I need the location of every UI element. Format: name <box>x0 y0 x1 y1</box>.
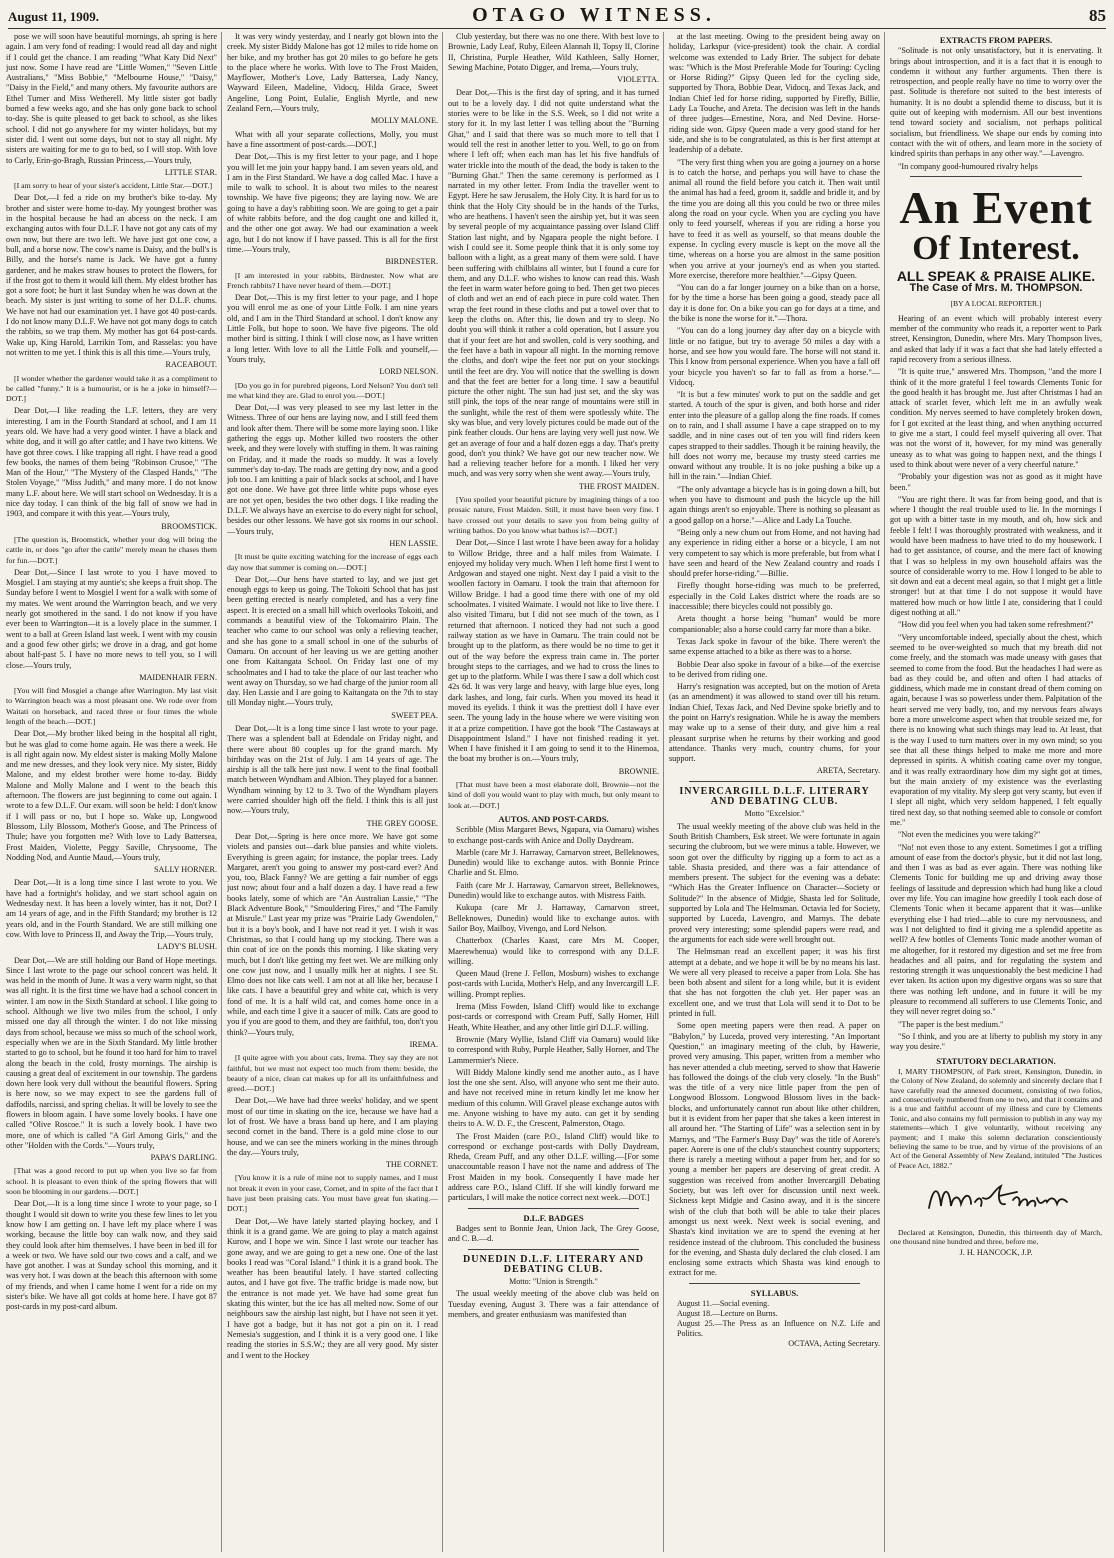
pen-name-signature: THE CORNET. <box>385 1160 438 1170</box>
pen-name-signature: BROWNIE. <box>618 766 659 776</box>
pen-name-signature: MOLLY MALONE. <box>370 116 438 126</box>
ad-paragraph: "The paper is the best medium." <box>898 1019 1004 1029</box>
section-subheading: AUTOS. AND POST-CARDS. <box>498 813 609 824</box>
editor-note: [That must have been a most elaborate doll, Brownie—not the kind of doll you would want to play with much, but only meant to look at.—DOT.] <box>448 780 659 810</box>
letter-paragraph: Dear Dot,—I fed a ride on my brother's bike to-day. My brother and sister were home to-day. My youngest brother was in the hospital because he had an abcess on the neck. I am exchanging autos with four D.L.F. I have not got any cats of my own now, but there are two left. We have just got one cow, a bull, and a horse now. The cow's name is Daisy, and the bull's is Billy, and the horse's name is Jack. We have got a funny gardener, and he makes straw houses to protect the flowers, for if the frost got to them it would kill them. My eldest brother has got a sore foot; he hurt it last Sunday when he was down at the beach. My sister is just writing to some of her D.L.F. chums. We have not had our examination yet. I have got 40 post-cards. I do not know many D.L.F. We have not got many dogs to catch the rabbits, so we trap them. My mother has got 64 post-cards. Wake up, King Harold, Larrikin Tom, and Rasselas: you have not written to me yet. I think this is all this time.—Yours truly, <box>6 193 217 357</box>
letter-paragraph: Marble (care Mr J. Harraway, Carnarvon street, Belleknowes, Dunedin) would like to exchange autos. with Bonnie Prince Charlie and St. Elmo. <box>448 847 659 878</box>
letter-paragraph: Dear Dot,—We are still holding our Band of Hope meetings. Since I last wrote to the page our school concert was held. It was held in the month of June. It was a very warm night, so that was all right. It is the first time we have had a school concert in winter. I am now in the Sixth Standard at school. I like going to school. Although we live two miles from the school, I only missed one day all through the winter. I do not like missing days from school, because we miss so much of the school work, especially when we are in the Sixth Standard. My little brother started to go to school, but he found it too hard for him to travel along the beach in the cold, frosty mornings. The airship is causing a great deal of excitement in our township. The gardens down here look very dull without the beautiful flowers. Spring is here now, so we may expect to see the gardens full of daffodils, narcissi, and spring chelias. It will be lovely to see the flowers in bloom again. I have some lovely books. I have one called "Olive Roscoe." It is such a lovely book. I have two more, one of which is called "A Girl Among Girls," and the other "Holden with the Cords."—Yours truly, <box>6 955 217 1150</box>
letter-paragraph: Club yesterday, but there was no one there. With best love to Brownie, Lady Leaf, Ruby, Eileen Alannah II, Topsy II, Clorine II, Christina, Purple Heather, Wild Kathleen, Sally Horner, Sewing Machine, Potato Digger, and Irema,—Yours truly, <box>448 32 659 72</box>
letter-paragraph: Brownie (Mary Wyllie, Island Cliff via Oamaru) would like to correspond with Ruby, Purple Heather, Sally Horner, and The Lammermier's Niece. <box>448 1034 659 1065</box>
pen-name-signature: BIRDNESTER. <box>385 257 438 267</box>
editor-note: [I quite agree with you about cats, Irema. They say they are not faithful, but we must not expect too much from them: beside, the beauty of a nice, clean cat makes up for all its unfaithfulness and greed.—DOT.] <box>227 1053 438 1094</box>
column-5 <box>890 32 1106 1552</box>
letter-paragraph: Firefly thought horse-riding was much to be preferred, especially in the Cold Lakes district where the roads are so inaccessible; there bicycles could not possibly go. <box>669 581 880 612</box>
pen-name-signature: PAPA'S DARLING. <box>150 1153 217 1163</box>
pen-name-signature: THE FROST MAIDEN. <box>578 481 659 491</box>
handwritten-signature <box>890 1178 1102 1221</box>
column-3 <box>448 32 664 1552</box>
letter-paragraph: Dear Dot,—Since I last wrote to you I have moved to Mosgiel. I am staying at my auntie's; she keeps a fruit shop. The Sunday before I went to Mosgiel I went for a walk with some of my mates. We went around the Warrington beach, and we very nearly got smothered in the sand. I do not know if you have ever been to Warrington—it is a lovely place in the summer. I went to a ball at Green Island last week. I went with my cousin and a good few other girls; we drove in a drag, and got home about half-past 5. I have no more news to tell you, so I will close.—Yours truly, <box>6 567 217 670</box>
divider <box>689 781 860 782</box>
letter-paragraph: The Helmsman read an excellent paper; it was his first attempt at a debate, and we hope it will be by no means his last. We were all very pleased to receive a paper from Lola. She has been both absent and silent for a long while, but it is evident that she has not forgotten the club yet. Her paper was an excellent one, and we trust that Lola will send it to Dot to be printed in full. <box>669 947 880 1019</box>
editor-note: [You spoiled your beautiful picture by imagining things of a too prosaic nature, Frost Maiden. Still, it must have been very fine. I have crossed out your details to save you from being guilty of writing bathos. Do you know what bathos is?—DOT.] <box>448 495 659 535</box>
letter-paragraph: Some open meeting papers were then read. A paper on "Babylon," by Luceda, proved very interesting. "An Important Question," an imaginary meeting of the club, by Hawerie, proved very amusing. This paper, written from a member who has never attended a club meeting, served to show that Hawerie has followed the doings of the club very closely. "In the Bush" was the title of a very nice little paper from the pen of Longwood Blossom. Longwood Blossom lives in the back-blocks, and unfortunately cannot run about like other children, but it is evident from her paper that she takes a keen interest in all around her. "The Starting of Life" was a selection sent in by Marnys, and "The Farmer's Busy Day" was the title of Aorere's paper. Aorere is one of the club's staunchest country supporters; there is rarely a meeting without a paper from her, and for so young a member her papers are deserving of great credit. A suggestion was received from another Invercargill Debating Society, but was left over for discussion until next week. Sickness kept Midgie and Casino away, and it is the sincere wish of the club that both will be able to take their places amongst us next week. Next week is social evening, and Shasta's kind invitation we are to spend the evening at her residence instead of the clubroom. This concluded the business for the evening, and Shasta duly declared the club closed. I am enclosing some extracts which Shasta was kind enough to extract for me. <box>669 1021 880 1278</box>
pen-name-signature: SALLY HORNER. <box>153 865 217 875</box>
letter-paragraph: Dear Dot,—This is my first letter to your page, and I hope you will let me join your happy band. I am seven years old, and I am in the First Standard. We have a dog called Mac. I have a mile to walk to school. It is about two miles to the nearest township. We have five pigeons; they are laying now. We are going to have a day's rabbiting soon. We are going to get a pair of white rabbits before, and the dog caught one and killed it, and the other one got away. We had our examination a week ago, but I do not know if I have passed. This is all for the first time.—Yours truly, <box>227 152 438 254</box>
letter-paragraph: Areta thought a horse being "human" would be more companionable; also a horse could carry far more than a bike. <box>669 614 880 634</box>
ad-case-title: The Case of Mrs. M. THOMPSON. <box>909 282 1083 295</box>
letter-paragraph: Kukupa (care Mr J. Harraway, Carnarvon street, Belleknowes, Dunedin) would like to exchange autos. with Sailor Boy, Mailboy, Vivengo, and Lord Nelson. <box>448 903 659 933</box>
section-subheading: SYLLABUS. <box>750 1287 799 1298</box>
ad-paragraph: "How did you feel when you had taken some refreshment?" <box>898 620 1094 630</box>
letter-paragraph: "It is but a few minutes' work to put on the saddle and get started. A touch of the spur is given, and both horse and rider enter into the pleasure of a gallop along the fine roads. If comes on to rain, and I shall assume I have a cape strapped on to my saddle, and in nine cases out of ten you will find riders keen capes strapped to their saddles. Though it be raining heavily, the hill does not worry me, because my trusty steed carries me onward without any trouble. It is no joke pushing a bike up a hill in the rain."—Indian Chief. <box>669 390 880 482</box>
ad-paragraph: Hearing of an event which will probably interest every member of the community who reads it, a reporter went to Park street, Kensington, Dunedin, where Mrs. Mary Thompson lives, and asked that lady if it was a fact that she had lately effected a rapid recovery from a serious illness. <box>890 313 1102 364</box>
section-subheading: D.L.F. BADGES <box>523 1212 584 1223</box>
letter-paragraph: at the last meeting. Owing to the president being away on holiday, Larkspur (vice-president) took the chair. A cordial welcome was extended to Lady Brier. The subject for debate was: "Which is the Most Preferable Mode for Touring: Cycling or Horse Riding?" Gipsy Queen led for the cycling side, supported by Thora, Bobbie Dear, Vidocq, and Texas Jack, and Indian Chief led for horse riding, supported by Firefly, Billie, Lady La Touche, and Areta. The decision was left in the hands of three judges—Ernestine, Nora, and Ned Devine. Horse-riding side won. Gipsy Queen made a very good stand for her side, and she is to be congratulated, as this is her first attempt at leadership of a debate. <box>669 32 880 155</box>
letter-paragraph: Dear Dot,—Since I last wrote I have been away for a holiday to Willow Bridge, three and a half miles from Waimate. I enjoyed my holiday very much. When I left home first I went to Ardgowan and stayed one night. Next day I paid a visit to the woollen factory in Oamaru. I took the train that afternoon for Willow Bridge. I had a good time there with one of my old schoolmates. I visited Waimate. I would not like to live there. I also visited Timaru, but I did not see much of the town, as I returned that afternoon. I noticed they had not such a good railway station as we have in Oamaru. The train could not be brought up to the platform, as there would be no time to get it out of the way before the express train came in. The porter brought steps to the carriages, and we had to cross the lines to get up to the platform. While I was there I saw a doll which cost 42s 6d. It was very large and heavy, with large blue eyes, long dark lashes, and long, fair curls. When you moved its head it moved its eyelids. I think it was the prettiest doll I have ever seen. The young lady in the house where we were visiting won it at a prize competition. I have got the book "The Castaways at Disappointment Island." I have not finished reading it yet. When I have finished it I am going to send it to the Hinemoa, the boat my brother is on.—Yours truly, <box>448 538 659 764</box>
ad-paragraph: "It is quite true," answered Mrs. Thompson, "and the more I think of it the more grateful I feel towards Clements Tonic for the good health it has brought me. Just after Christmas I had an attack of scarlet fever, which left me in an awfully weak condition. My nerves seemed to have completely broken down, for I got excited at the least thing, and when anything occurred to give me a start, I could feel myself quivering all over. That was not the worst of it, however, for my mind was generally uneasy as to what was going to happen next, and the things I used to think about were never of a very cheerful nature." <box>890 367 1102 469</box>
divider <box>689 1283 860 1284</box>
pen-name-signature: RACEABOUT. <box>165 360 217 370</box>
editor-note: [I am interested in your rabbits, Birdnester. Now what are French rabbits? I have never heard of them.—DOT.] <box>227 270 438 290</box>
pen-name-signature: SWEET PEA. <box>391 710 438 720</box>
pen-name-signature: VIOLETTA. <box>617 75 659 85</box>
letter-paragraph: "You can do a long journey day after day on a bicycle with little or no fatigue, but try to average 50 miles a day with a horse, and see how you would fare. The horse will not stand it. This I know from personal experience. When you have a fall off your bicycle you haven't so far to fall as from a horse."—Vidocq. <box>669 326 880 387</box>
pen-name-signature: LADY'S BLUSH. <box>157 942 217 952</box>
letter-paragraph: Dear Dot,—I like reading the L.F. letters, they are very interesting. I am in the Fourth Standard at school, and I am 11 years old. We have had a very good winter. I have a black and white dog, and it will go after cattle; and I have two kittens. We have got three cows. I like trapping all right. I have read a good few books, the names of them being "Robinson Crusoe," "The Man of the Hour," "The Mystery of the Clasped Hands," "The Stolen Voyage," "Miss Judith," and many more. I do not know many L.F. about here. We will start school on Wednesday. It is a nice day today. I can think of the big fall of snow we had in 1903, and compare it with this year.—Yours truly, <box>6 406 217 519</box>
letter-paragraph: "Being only a new chum out from Home, and not having had any experience in riding either a horse or a bicycle, I am not very competent to say which is more preferable, but from what I have seen and heard of the New Zealand country and roads I should prefer horse-riding."—Billie. <box>669 527 880 579</box>
editor-note: [I wonder whether the gardener would take it as a compliment to be called "funny." It is a humourist, or is he a joke in himself?—DOT.] <box>6 373 217 404</box>
letter-paragraph: Harry's resignation was accepted, but on the motion of Areta (as an amendment) it was allowed to stand over till his return. Indian Chief, Texas Jack, and Ned Devine spoke briefly and to the point on Harry's resignation. While he is away the members may wake up to a sense of their duty, and give him a real pleasant surprise when he returns by their working and good attendance. Thanks very much, country chums, for your support. <box>669 682 880 764</box>
editor-note: [You will find Mosgiel a change after Warrington. My last visit to Warrington beach was a most pleasant one. We rode over from Waitati on horseback, and raced three or four times the whole length of the beach.—DOT.] <box>6 686 217 726</box>
pen-name-signature: MAIDENHAIR FERN. <box>139 672 217 682</box>
ad-headline: An Event <box>899 181 1093 233</box>
page-columns <box>6 32 1108 1552</box>
letter-paragraph: Irema (Miss Fowden, Island Cliff) would like to exchange post-cards or correspond with Cream Puff, Sally Horner, Hill Heath, White Heather, and any other little girl D.L.F. willing. <box>448 1002 659 1032</box>
letter-paragraph: Dear Dot,—I was very pleased to see my last letter in the Witness. Three of our hens are laying now, and I still feed them and look after them. There will be some more laying soon. I like gathering the eggs up. Mother killed two roosters the other week, and they were lovely with stuffing in them. It was raining on Friday, and it made the roads so muddy. It was a lovely summer's day to-day. The roads are getting dry now, and a good job too. I am knitting a pair of black socks at school, and I have got one done. We have got three little white pups whose eyes are not yet open, besides the two other dogs. I like reading the D.L.F. We always have an exercise to do every night for school, besides our other lessons. We have got six rooms in our school.—Yours truly, <box>227 403 438 536</box>
signature-image <box>921 1178 1071 1218</box>
letter-paragraph: Dear Dot,—We have had three weeks' holiday, and we spent most of our time in skating on the ice, because we have had a lot of frost. We have a brass band up here, and I am playing second cornet in the band. There is a gold mine close to our house, and we can see the miners working in the mines through the day.—Yours truly, <box>227 1096 438 1157</box>
pen-name-signature: OCTAVA, Acting Secretary. <box>788 1339 880 1349</box>
editor-note: [It must be quite exciting watching for the increase of eggs each day now that summer is coming on.—DOT.] <box>227 552 438 572</box>
club-heading: INVERCARGILL D.L.F. LITERARY AND DEBATING CLUB. <box>679 785 870 808</box>
pen-name-signature: LORD NELSON. <box>379 367 438 377</box>
club-motto: Motto: "Union is Strength." <box>509 1277 598 1287</box>
justice-of-peace: J. H. HANCOCK, J.P. <box>959 1248 1033 1258</box>
declaration-heading: STATUTORY DECLARATION. <box>936 1055 1056 1066</box>
ad-byline: [BY A LOCAL REPORTER.] <box>950 299 1042 309</box>
letter-paragraph: Dear Dot,—This is my first letter to your page, and I hope you will enrol me as one of your Little Folk. I am nine years old, and I am in the Third Standard at school. I don't know any Little Folk, but hope to soon. We have five pigeons. The old mother bird is sitting. I think I will close now, as I have written a long letter. With love to all the Little Folk and yourself,—Yours truly, <box>227 293 438 364</box>
pen-name-signature: HEN LASSIE. <box>389 538 438 548</box>
letter-paragraph: "The only advantage a bicycle has is in going down a hill, but when you have to dismount and push the bicycle up the hill again things aren't so enjoyable. There is nothing so pleasant as a good gallop on a horse."—Alice and Lady La Touche. <box>669 484 880 525</box>
letter-paragraph: Dear Dot,—This is the first day of spring, and it has turned out to be a lovely day. I did not quite understand what the stories were to be like in the S.S. Week, so I did not write a story for it. In my last letter I was telling about the "Burning Ghat," and I said that there was so much more to tell that I would tell the rest in another letter to you. Well, to go on from where I left off; when each man has let his five handfuls of water trickle into the mouth of the dead, the body is taken to the "Burning Ghat." Then the same ceremony is performed as I narrated in my other letter. From India the traveller went to Egypt. Here he saw Jerusalem, the Holy City. It is hard for us to think that the Holy City should be in the hands of the Turks, who are heathens. I haven't seen the airship yet, but it was seen by several people of my acquaintance passing over Island Cliff Station last night, and by Ngapara people the night before. I wish I could see it. Some people think that it is only some toy balloon with a light, as a great many of them were sold. I have been suffering with chilblains all winter, but I found a cure for them, and any D.L.F. who wishes to know can read this. Wash the feet in warm water before going to bed. Then get two pieces of cloth and wet an end of each piece in pure cold water. Then wrap the feet round in these cloths and put a towel over that to keep the cloths on. After this, lie down and try to sleep. No doubt you will think it rather a cold operation, but I assure you that if your feet are hot and swollen, cold is very soothing, and the feet have a bath in vapour all night. In the morning remove the cloths, and don't wipe the feet nor put on your stockings until the feet are dry. You will notice that the swelling is down and that the feet are better for a long time. I saw a beautiful picture the other night. The sun had just set, and the sky was still pink, the tops of the near range of mountains were still in the sunlight, while the rest of them were spotlessly white. The sky was blue, and very lovely pictures could be made out of the pink feather clouds. Our hens are laying very well just now. We get an average of four and a half dozen eggs a day. That's pretty good, don't you think? We have got our new teacher now. We had a relieving teacher before for a month. I liked her very much, and was very sorry when she went away.—Yours truly, <box>448 88 659 479</box>
editor-note: [The question is, Broomstick, whether your dog will bring the cattle in, or does "go after the cattle" merely mean he chases them for fun.—DOT.] <box>6 534 217 565</box>
masthead <box>8 4 1106 29</box>
declaration-text: I, MARY THOMPSON, of Park street, Kensington, Dunedin, in the Colony of New Zealand, do solemnly and sincerely declare that I have carefully read the annexed document, consisting of two folios, and consecutively numbered from one to two, and that it contains and is a true and faithful account of my illness and cure by Clements Tonic, and also contains my full permission to publish in any way my statements—which I give voluntarily, without receiving any payment; and I make this solemn declaration conscientiously believing the same to be true, and by virtue of the provisions of an Act of the General Assembly of New Zealand, intituled "The Justices of Peace Act, 1882." <box>890 1066 1102 1170</box>
newspaper-title: OTAGO WITNESS. <box>472 4 716 26</box>
club-motto: Motto "Excelsior." <box>744 809 805 819</box>
ad-headline-2: Of Interest. <box>912 229 1080 267</box>
pen-name-signature: LITTLE STAR. <box>164 167 217 177</box>
letter-paragraph: The usual weekly meeting of the above club was held on Tuesday evening, August 3. There was a fair attendance of members, and greater enthusiasm was manifested than <box>448 1289 659 1320</box>
syllabus-item: August 11.—Social evening. <box>677 1299 770 1309</box>
letter-paragraph: The Frost Maiden (care P.O., Island Cliff) would like to correspond or exchange post-cards with Dolly Daydream, Rheda, Cream Puff, and any other D.L.F. willing.—[For some unaccountable reason I have not the name and address of The Frost Maiden in my book. Consequently I have made her address care P.O., Island Cliff. If she will kindly forward me particulars, I will make the notice correct next week.—DOT.] <box>448 1131 659 1203</box>
extracts-heading: EXTRACTS FROM PAPERS. <box>939 35 1053 45</box>
letter-paragraph: Dear Dot,—My brother liked being in the hospital all right, but he was glad to come home again. He was there a week. He is all right again now. My eldest sister is making Molly Malone and me new dresses, and they look very nice. My sister, Biddy Malone, and my eldest brother were home to-day. Biddy Malone and Molly Malone and I went to the beach this afternoon. The flowers are just beginning to come out again. I wrote to a few D.L.F. Our exam. will soon be held: I don't know if I will pass or no, but I hope so. Wake up, Longwood Blossom, Lily Blossom, Mother's Goose, and The Princess of Thule; have you forgotten me? With love to Lady Battersea, Frost Maiden, Violette, Peggy Saville, Chrysoome, The Nodding Nod, and Auntie Maud,—Yours truly, <box>6 729 217 862</box>
letter-paragraph: Faith (care Mr J. Harraway, Carnarvon street, Belleknowes, Dunedin) would like to exchange autos. with Mistress Faith. <box>448 880 659 901</box>
ad-subheadline: ALL SPEAK & PRAISE ALIKE. <box>896 267 1096 284</box>
ad-paragraph: "Very uncomfortable indeed, specially about the chest, which seemed to be over-weighted so much that my breath did not come freely, and the stomach was made uneasy with gases that seemed to come from the food. But the headaches I had were as bad as they could be, and often and often I had attacks of giddiness, which made me in constant dread of them coming on again, because I was so powerless under them. Palpitation of the heart served me very badly, too, and my nervous fears always bore a more unwelcome aspect when that trouble seized me, for there is no knowing what such things may lead to. At least, that is the way I used to turn matters over in my own mind; so you see that all these things helped to make me more and more depressed in spirits. A whitish coating came over my tongue, and it was really extraordinary how dim my sight got at times, but the main anxiety of my existence was the everlasting evaporation of my vitality. My sleep got very scanty, but even if I slept all night, which very seldom happened, I felt equally tired next day, so that nothing seemed able to console or comfort me." <box>890 632 1102 827</box>
letter-paragraph: Bobbie Dear also spoke in favour of a bike—of the exercise to be derived from riding one. <box>669 659 880 679</box>
letter-paragraph: The usual weekly meeting of the above club was held in the South British Chambers, Esk street. We were fortunate in again securing the clubroom, but we were minus a table. However, we soon got over the difficulty by rigging up a form to act as a table. Shasta presided, and there was a fair attendance of members present. The subject for the evening was a debate: "Which Has the Greater Influence on Character—Society or Solitude?" In the absence of Midgie, Shasta led for Solitude, supported by Lola and The Helmsman. Octavia led for Society, supported by Luceda, Lavengro, and Marnys. The debate proved very interesting; some splendid papers were read, and the arguments for each side were well brought out. <box>669 821 880 944</box>
editor-note: [That was a good record to put up when you live so far from school. It is pleasant to even think of the spring flowers that will soon be blooming in our gardens.—DOT.] <box>6 1166 217 1197</box>
letter-paragraph: "You can do a far longer journey on a bike than on a horse, for by the time a horse has been going a good, steady pace all day it is done for. On a bike you can go for days at a time, and the bike is none the worse for it."—Thora. <box>669 283 880 324</box>
editor-note: [I am sorry to hear of your sister's accident, Little Star.—DOT.] <box>14 181 213 191</box>
divider <box>468 1249 639 1250</box>
extract-paragraph: "Solitude is not only unsatisfactory, but it is enervating. It brings about introspection, and it is a fact that it is enough to condemn it without any further arguments. Then there is retrospection, and people really have no time to worry over the past. Solitude is therefore not suited to the best interests of humanity. It is no doubt a splendid theme to discuss, but it is quite out of keeping with modernism. All our best inventions tend toward society and socialism, not perhaps political socialism, but friendliness. We shape our ends by coming into contact with the wit of others, and learn more in the society of kindred spirits than perhaps in any other way."—Lavengro. <box>890 46 1102 159</box>
letter-paragraph: Badges sent to Bonnie Jean, Union Jack, The Grey Goose, and C. B.—d. <box>448 1223 659 1244</box>
pen-name-signature: ARETA, Secretary. <box>816 766 880 776</box>
editor-note: [You know it is a rule of mine not to supply names, and I must not break it even in your case, Cornet, and in spite of the fact that I have just been praising cats. You must have great fun skating.—DOT.] <box>227 1173 438 1214</box>
column-4 <box>669 32 885 1552</box>
letter-paragraph: Dear Dot,—It is a long time since I last wrote to you. We have had a fortnight's holiday, and we start school again on Wednesday next. It has been a lovely winter, has it not, Dot? I am 14 years of age, and in the Fifth Standard; my brother is 12 years old, and in the Fourth Standard. We are still milking one cow. With love to Princess II, and Away the Trip,—Yours truly, <box>6 878 217 939</box>
letter-paragraph: "The very first thing when you are going a journey on a horse is to catch the horse, and perhaps you will have to chase the animal all round the field before you catch it. Then wait until the animal has had a feed, groom it, saddle and bridle it, and by the time you are doing all this you could be two or three miles along the road on your cycle. When you are cycling you have only to feed yourself, whereas if you are riding a horse you have to feed it as well as yourself, so that means double the expense. In cycling every muscle is kept on the move all the time, whereas on a horse you are almost in the same position when you arrive at your journey's end as when you started. More exercise, therefore more healthier."—Gipsy Queen. <box>669 157 880 280</box>
pen-name-signature: THE GREY GOOSE. <box>366 818 438 828</box>
ad-paragraph: "You are right there. It was far from being good, and that is where I thought the real trouble used to lie. In the mornings I got up with a bitter taste in my mouth, and oh, how sick and feeble I felt! I was thoroughly prostrated with weakness, and it would have been madness to have tried to do my housework. I had to get assistance, of course, and the mere fact of knowing that I was so helpless in my own household affairs was the source of considerable worry to me. How I longed to be able to sit down and eat a decent meal again, so that I might get a little stronger! but at that time I do not suppose it would have mattered how much or how little I ate, considering that I could digest nothing at all." <box>890 494 1102 618</box>
divider <box>468 1208 639 1209</box>
letter-paragraph: Dear Dot,—Spring is here once more. We have got some violets and pansies out—dark blue pansies and white violets. Everything is green again; for instance, the poplar trees. Lady Margaret, aren't you going to answer my post-card ever? And you, too, Black Fanny? We are getting a fair number of eggs just now; about four and a half dozen a day. I have read a few books lately, some of which are "An Australian Lassie," "The Black Adventure Book," "Smouldering Fires," and "The Family at Misrule." Last year my prize was "Prairie Lady Gwendolen," but it is a boy's book, and I have not read it yet. I wish it was Christmas, so that I could hang up my stocking. There was a thin coat of ice on the ponds this morning. I like skating very much, but I don't like getting my feet wet. We are milking only one cow just now, and I usually milk her at nights. I see St. Elmo does not like cats well. I am not at all like her, because I like cats. I have a beautiful grey and white cat, which is very fond of me. It is a half wild cat, and comes home once in a while, and each time I give it a saucer of milk. Cats are good to you if you are good to them, and they are faithful, too, don't you think?—Yours truly, <box>227 831 438 1037</box>
letter-paragraph: Dear Dot,—Our hens have started to lay, and we just get enough eggs to keep us going. The Tokoiti School that has just been getting erected is nearly completed, and has a very fine aspect. It is erected on a small hill which overlooks Tokoiti, and commands a beautiful view of the Tokomairiro Plain. The teacher who came to our school was only a relieving teacher, and she has gone to a small school in one of the suburbs of Oamaru. On account of her leaving us we are getting another one from Kaitangata School. On Friday last one of my schoolmates and I had to take the place of our last teacher who went away on Thursday, so we had charge of the junior room all day. Hen Lassie and I are going to Kaitangata on the 7th to stay till Monday night.—Yours truly, <box>227 574 438 708</box>
extract-paragraph: "In company good-humoured rivalry helps <box>898 161 1038 171</box>
letter-paragraph: Dear Dot,—It is a long time since I wrote to your page, so I thought I would sit down to write you these few lines to let you know how I am getting on. I have left my place where I was working, because the little boy can walk now, and they said they could look after him themselves. I have been in bed ill for a week or two. We have sold our two cows and a calf, and we have got another. I was at Sunday school this morning, and it was very hot. I was down at the beach this afternoon with some of my friends, and when I came home I went for a ride on my sister's bike. We have all got colds at home here. I have got 87 post-cards in my post-card album. <box>6 1199 217 1312</box>
declaration-closing: Declared at Kensington, Dunedin, this thirteenth day of March, one thousand nine hundred and three, before me, <box>890 1227 1102 1246</box>
pen-name-signature: BROOMSTICK. <box>161 521 217 531</box>
column-2 <box>227 32 443 1552</box>
letter-paragraph: Scribble (Miss Margaret Bews, Ngapara, via Oamaru) wishes to exchange post-cards with Anice and Dolly Daydream. <box>448 825 659 845</box>
ad-paragraph: "Not even the medicines you were taking?" <box>898 830 1041 840</box>
syllabus-item: August 18.—Lecture on Burns. <box>677 1309 778 1319</box>
letter-paragraph: Chatterbox (Charles Kaast, care Mrs M. Cooper, Maerewhenua) would like to correspond with any D.L.F. willing. <box>448 936 659 966</box>
ad-paragraph: "Probably your digestion was not as good as it might have been." <box>890 472 1102 492</box>
letter-paragraph: Dear Dot,—It is a long time since I last wrote to your page. There was a splendent ball at Edendale on Friday night, and there were about 80 couples up for the grand march. My birthday was on the 21st of July. I am 14 years of age. The airship is all the talk here just now. I went to the final football match between Wyndham and Albion. They played for a banner. Wyndham winning by 12 to 3. Two of the Wyndham players were carried shoulder high off the field. I think this is all just now.—Yours truly, <box>227 724 438 816</box>
ad-body <box>890 314 1102 1053</box>
club-heading: DUNEDIN D.L.F. LITERARY AND DEBATING CLUB. <box>463 1253 644 1275</box>
ad-paragraph: "So I think, and you are at liberty to publish my story in any way you desire." <box>890 1031 1102 1052</box>
pen-name-signature: IREMA. <box>409 1039 438 1049</box>
letter-paragraph: Queen Maud (Irene J. Fellon, Mosburn) wishes to exchange post-cards with Lucida, Mother's Help, and any Invercargill L.F. willing. Prompt replies. <box>448 969 659 999</box>
issue-date: August 11, 1909. <box>8 9 100 24</box>
syllabus-item: August 25.—The Press as an Influence on N.Z. Life and Politics. <box>677 1319 880 1339</box>
letter-paragraph: Dear Dot,—We have lately started playing hockey, and I think it is a grand game. We are going to play a match against Kurow, and I hope we win. Since I last wrote our teacher has gone away, and we are going to get a new one. One of the last books I read was "Coral Island." I think it is a grand book. The weather has been beautiful lately. I have started collecting autos, and I have got five. The traffic bridge is made now, but the entrance is not made yet. We have had some great fun skating this winter, but the ice has all melted now. Some of our neighbours saw the airship last night, but I have not seen it yet. I have got a badge, but it has not got a pin on it. I read Nemesia's suggestion, and I think it is a very good one. I like reading the stories in S.S.W.; they are all very good. My sister and I went to the Hockey <box>227 1216 438 1360</box>
letter-paragraph: What with all your separate collections, Molly, you must have a fine assortment of post-cards.—DOT.] <box>227 129 438 149</box>
divider <box>910 176 1082 177</box>
column-1 <box>6 32 222 1552</box>
ad-paragraph: "No! not even those to any extent. Sometimes I got a trifling amount of ease from the doctor's physic, but it did not last long, and then I was as bad as ever again. There was nothing like Clements Tonic for building me up and driving away those feelings of lassitude and depression which had hung like a cloud over my life. You can imagine how greedily I took each dose of Clements Tonic when it became apparent that it was—unlike everything else I had tried—able to cure my nervousness, and was I not delighted to find it giving me a splendid appetite as well? A few bottles of Clements Tonic made another woman of me altogether, for it restored my digestion and set me free from headaches and all pains, and for regulating the system and restoring strength it was unquestionably the best medicine I had ever taken. Its action upon my digestive organs was so sure that there was nothing left undone, and in future it will be my pleasure to recommend all sufferers to use Clements Tonic, and they will never regret doing so." <box>890 842 1102 1017</box>
letter-paragraph: Texas Jack spoke in favour of the bike. There weren't the same expense attached to a bike as there was to a horse. <box>669 636 880 657</box>
letter-paragraph: It was very windy yesterday, and I nearly got blown into the creek. My sister Biddy Malone has got 12 miles to ride home on her bike, and my brother has got 20 miles to go before he gets to the place where he works. With love to The Frost Maiden, Mayflower, Mother's Love, Lady Battersea, Lady Nancy, Wayward Eileen, Madeline, Vidocq, Hilda Grace, Sweet Angeline, Long Point, Eulalie, English Myrtle, and new Zealand Fern,—Yours truly, <box>227 32 438 114</box>
editor-note: [Do you go in for purebred pigeons, Lord Nelson? You don't tell me what kind they are. Glad to enrol you.—DOT.] <box>227 380 438 400</box>
page-number: 85 <box>1088 6 1106 25</box>
letter-paragraph: pose we will soon have beautiful mornings, ah spring is here again. I am very fond of reading: I would read all day and night if I could get the chance. I am reading "What Katy Did Next" just now. Some I have read are "Little Women," "Seven Little Australians," "Miss Bobbie," "Melbourne House," "Daisy," "Daisy in the Field," and many others. My favourite authors are Ethel Turner and Miss Wetherell. My little sister got badly burned a few weeks ago, and she has only gone back to school to-day. She is quite pleased to get back to school, as she likes school. I did not go anywhere for my winter holidays, but my sister did. I went out some days, but not to stay all night. My sisters are waiting for me to go to bed, so I will stop. With love to Carly, Erin-go-Bragh, Russian Princess,—Yours truly, <box>6 32 217 165</box>
letter-paragraph: Will Biddy Malone kindly send me another auto., as I have lost the one she sent. Also, will anyone who sent me their auto. and have not received mine in return kindly let me know her medium of this column. Will Gravel please exchange autos with me. Anyone wishing to have my auto. can get it by sending theirs to A. W. D. F., the Crescent, Palmerston, Otago. <box>448 1067 659 1129</box>
